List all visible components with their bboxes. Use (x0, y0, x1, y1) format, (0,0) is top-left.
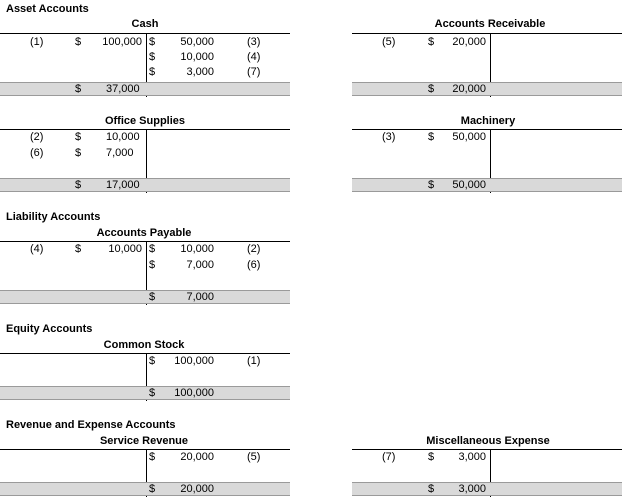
entry-ref: (2) (30, 131, 44, 143)
currency-symbol: $ (149, 243, 156, 255)
t-account-top-rule (352, 33, 622, 34)
account-title: Accounts Payable (96, 227, 192, 239)
currency-symbol: $ (149, 259, 156, 271)
account-title: Cash (131, 18, 159, 30)
account-title: Miscellaneous Expense (426, 435, 550, 447)
entry-ref: (6) (30, 147, 44, 159)
debit-amount: 50,000 (452, 131, 486, 143)
account-title: Service Revenue (99, 435, 189, 447)
balance-row (352, 178, 622, 192)
account-title: Common Stock (103, 339, 185, 351)
credit-amount: 3,000 (186, 66, 214, 78)
credit-amount: 50,000 (180, 36, 214, 48)
currency-symbol: $ (428, 36, 435, 48)
credit-amount: 7,000 (186, 259, 214, 271)
balance-amount: 20,000 (180, 483, 214, 495)
currency-symbol: $ (149, 66, 156, 78)
balance-amount: 100,000 (174, 387, 214, 399)
section-heading-revenue-expense: Revenue and Expense Accounts (6, 419, 176, 431)
entry-ref: (3) (382, 131, 396, 143)
entry-ref: (1) (247, 355, 261, 367)
currency-symbol: $ (149, 451, 156, 463)
entry-ref: (4) (30, 243, 44, 255)
balance-amount: 7,000 (186, 291, 214, 303)
t-account-top-rule (0, 353, 290, 354)
currency-symbol: $ (149, 483, 156, 495)
currency-symbol: $ (75, 179, 82, 191)
entry-ref: (5) (382, 36, 396, 48)
currency-symbol: $ (75, 147, 82, 159)
balance-row (0, 178, 290, 192)
entry-ref: (4) (247, 51, 261, 63)
currency-symbol: $ (149, 36, 156, 48)
account-title: Machinery (460, 115, 516, 127)
currency-symbol: $ (75, 243, 82, 255)
t-account-top-rule (0, 241, 290, 242)
t-account-top-rule (352, 129, 622, 130)
entry-ref: (3) (247, 36, 261, 48)
currency-symbol: $ (428, 179, 435, 191)
balance-amount: 17,000 (106, 179, 140, 191)
debit-amount: 20,000 (452, 36, 486, 48)
currency-symbol: $ (149, 355, 156, 367)
currency-symbol: $ (428, 483, 435, 495)
t-account-top-rule (0, 449, 290, 450)
entry-ref: (2) (247, 243, 261, 255)
currency-symbol: $ (428, 451, 435, 463)
debit-amount: 100,000 (102, 36, 142, 48)
debit-amount: 3,000 (458, 451, 486, 463)
balance-amount: 20,000 (452, 83, 486, 95)
entry-ref: (5) (247, 451, 261, 463)
currency-symbol: $ (75, 131, 82, 143)
section-heading-liabilities: Liability Accounts (6, 211, 101, 223)
section-heading-equity: Equity Accounts (6, 323, 93, 335)
t-account-top-rule (352, 449, 622, 450)
balance-row (0, 386, 290, 400)
credit-amount: 100,000 (174, 355, 214, 367)
section-heading-assets: Asset Accounts (6, 3, 89, 15)
currency-symbol: $ (149, 51, 156, 63)
balance-row (352, 482, 622, 496)
currency-symbol: $ (428, 83, 435, 95)
balance-amount: 3,000 (458, 483, 486, 495)
debit-amount: 7,000 (106, 147, 134, 159)
debit-amount: 10,000 (108, 243, 142, 255)
debit-amount: 10,000 (106, 131, 140, 143)
currency-symbol: $ (149, 291, 156, 303)
currency-symbol: $ (428, 131, 435, 143)
balance-amount: 37,000 (106, 83, 140, 95)
currency-symbol: $ (149, 387, 156, 399)
t-account-top-rule (0, 33, 290, 34)
credit-amount: 10,000 (180, 51, 214, 63)
balance-row (352, 82, 622, 96)
account-title: Office Supplies (104, 115, 186, 127)
balance-row (0, 482, 290, 496)
currency-symbol: $ (75, 36, 82, 48)
balance-row (0, 82, 290, 96)
entry-ref: (7) (382, 451, 396, 463)
credit-amount: 10,000 (180, 243, 214, 255)
t-account-top-rule (0, 129, 290, 130)
entry-ref: (6) (247, 259, 261, 271)
credit-amount: 20,000 (180, 451, 214, 463)
balance-amount: 50,000 (452, 179, 486, 191)
entry-ref: (7) (247, 66, 261, 78)
entry-ref: (1) (30, 36, 44, 48)
balance-row (0, 290, 290, 304)
account-title: Accounts Receivable (434, 18, 546, 30)
currency-symbol: $ (75, 83, 82, 95)
